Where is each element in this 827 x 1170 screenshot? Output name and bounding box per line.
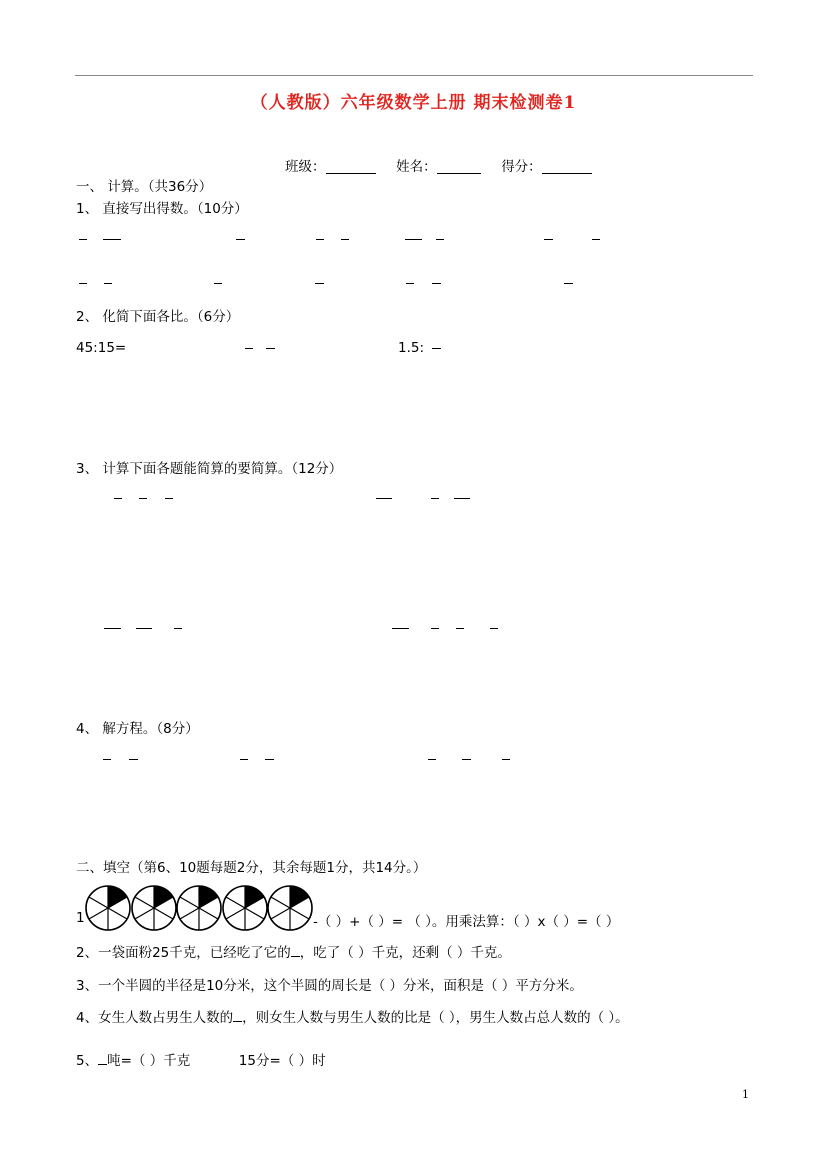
score-label: 得分：	[501, 159, 542, 175]
fraction-bar	[592, 239, 600, 240]
fraction-bar	[79, 283, 87, 284]
section1-q3: 3、 计算下面各题能简算的要简算。（12分）	[76, 461, 343, 477]
fraction-bar	[341, 239, 349, 240]
q2-item-1: 45:15=	[76, 340, 127, 356]
fraction-bar	[214, 283, 222, 284]
fraction-bar	[103, 239, 121, 240]
fraction-bar	[129, 759, 138, 760]
s2-q1-number: 1	[76, 910, 85, 926]
section1-q4: 4、 解方程。（8分）	[76, 721, 199, 737]
page-title: （人教版）六年级数学上册 期末检测卷1	[250, 93, 577, 113]
pie-divider	[271, 908, 290, 919]
pie-divider	[180, 897, 199, 908]
pie-diagram	[175, 884, 223, 932]
q2-item-3: 1.5:	[398, 340, 425, 356]
pie-shaded-sector	[290, 886, 309, 908]
class-blank[interactable]	[326, 159, 376, 174]
s2-q5-minutes: 15分=（ ）时	[238, 1053, 326, 1069]
fraction-bar	[165, 498, 173, 499]
page-number: 1	[742, 1088, 749, 1101]
pie-divider	[134, 897, 153, 908]
fraction-bar	[456, 628, 464, 629]
pie-divider	[225, 897, 244, 908]
fraction-bar	[405, 239, 422, 240]
header-rule	[75, 75, 753, 76]
section1-q1: 1、 直接写出得数。（10分）	[76, 201, 248, 217]
s2-q4-b: ，则女生人数与男生人数的比是（ ），男生人数占总人数的（ ）。	[242, 1010, 629, 1026]
pie-divider	[180, 908, 199, 919]
fraction-bar	[98, 1055, 107, 1065]
fraction-bar	[428, 759, 436, 760]
fraction-bar	[136, 628, 152, 629]
fraction-bar	[432, 348, 441, 349]
fraction-bar	[544, 239, 553, 240]
pie-shaded-sector	[108, 886, 127, 908]
fraction-bar	[240, 759, 248, 760]
pie-divider	[108, 908, 127, 919]
fraction-bar	[233, 1012, 242, 1022]
pie-diagram	[84, 884, 132, 932]
fraction-bar	[245, 348, 253, 349]
fraction-bar	[103, 759, 111, 760]
s2-q5	[76, 1049, 326, 1069]
s2-q4-a: 4、女生人数占男生人数的	[76, 1010, 234, 1026]
class-label: 班级：	[285, 159, 326, 175]
pie-divider	[89, 897, 108, 908]
fraction-bar	[139, 498, 147, 499]
s2-q5-number: 5、	[76, 1053, 99, 1069]
fraction-bar	[315, 283, 324, 284]
fraction-bar	[79, 239, 87, 240]
fraction-bar	[406, 283, 414, 284]
fraction-bar	[265, 759, 274, 760]
pie-divider	[89, 908, 108, 919]
pie-diagram	[266, 884, 314, 932]
fraction-bar	[104, 628, 121, 629]
pie-divider	[134, 908, 153, 919]
pie-diagram	[130, 884, 178, 932]
name-label: 姓名：	[396, 159, 437, 175]
section1-heading: 一、 计算。（共36分）	[76, 179, 213, 195]
pie-divider	[154, 908, 173, 919]
student-info	[285, 155, 592, 175]
s2-q2-a: 2、一袋面粉25千克，已经吃了它的	[76, 945, 291, 961]
pie-diagram	[221, 884, 269, 932]
section1-q2: 2、 化简下面各比。（6分）	[76, 309, 240, 325]
fraction-bar	[114, 498, 122, 499]
pie-divider	[290, 908, 309, 919]
pie-shaded-sector	[245, 886, 264, 908]
fraction-bar	[564, 283, 573, 284]
fraction-bar	[431, 498, 439, 499]
fraction-bar	[490, 628, 498, 629]
score-blank[interactable]	[542, 159, 592, 174]
pie-divider	[225, 908, 244, 919]
s2-q3: 3、一个半圆的半径是10分米，这个半圆的周长是（ ）分米，面积是（ ）平方分米。	[76, 978, 583, 994]
section2-heading: 二、填空（第6、10题每题2分，其余每题1分，共14分。）	[76, 860, 427, 876]
pie-shaded-sector	[199, 886, 218, 908]
fraction-bar	[392, 628, 409, 629]
pie-divider	[199, 908, 218, 919]
fraction-bar	[266, 348, 275, 349]
fraction-bar	[436, 239, 444, 240]
fraction-bar	[376, 498, 392, 499]
fraction-bar	[432, 283, 441, 284]
pie-divider	[245, 908, 264, 919]
s2-q2-b: ，吃了（ ）千克，还剩（ ）千克。	[299, 945, 511, 961]
fraction-bar	[316, 239, 324, 240]
fraction-bar	[431, 628, 439, 629]
fraction-bar	[236, 239, 245, 240]
fraction-bar	[462, 759, 471, 760]
fraction-bar	[454, 498, 470, 499]
s2-q4	[76, 1006, 629, 1026]
pie-divider	[271, 897, 290, 908]
fraction-bar	[502, 759, 510, 760]
fraction-bar	[174, 628, 182, 629]
name-blank[interactable]	[437, 159, 481, 174]
fraction-bar	[104, 283, 112, 284]
s2-q5-tons: 吨=（ ）千克	[107, 1053, 191, 1069]
fraction-bar	[291, 947, 300, 957]
s2-q2	[76, 941, 511, 961]
pie-shaded-sector	[154, 886, 173, 908]
s2-q1-text: -（ ）+（ ）= （ ）。用乘法算：（ ）x（ ）=（ ）	[313, 914, 620, 930]
